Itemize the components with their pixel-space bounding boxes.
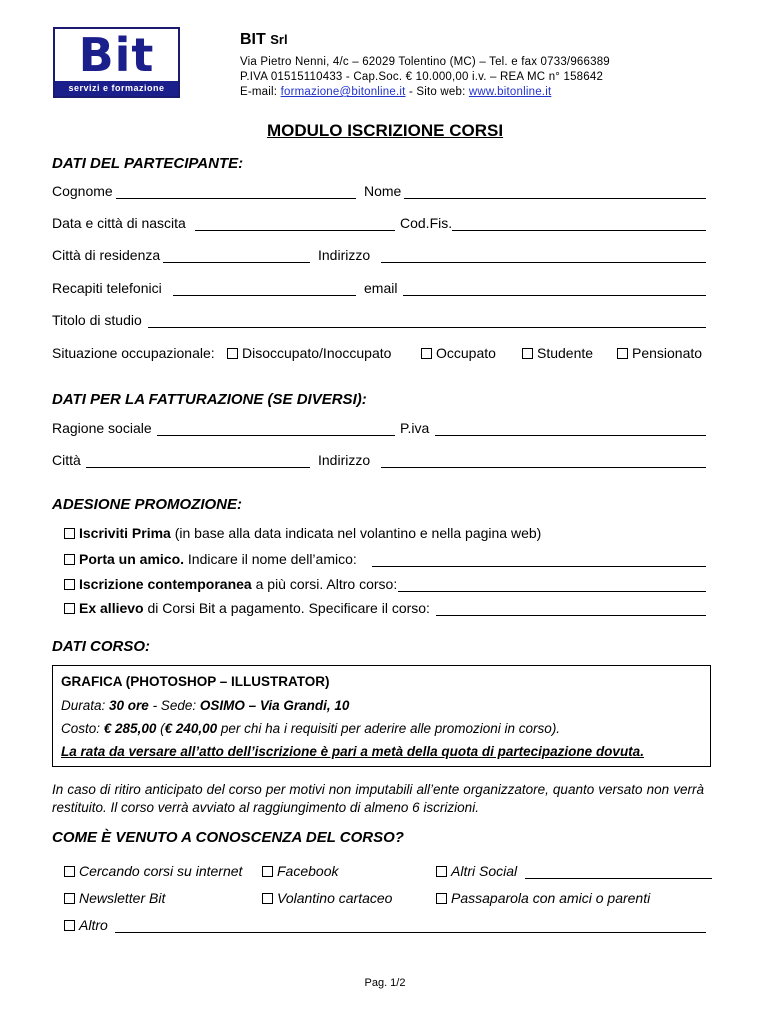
company-name — [240, 31, 288, 49]
source-word-of-mouth[interactable] — [436, 890, 650, 906]
site-label: - Sito web: — [408, 86, 466, 98]
phones-label: Recapiti telefonici — [52, 280, 162, 296]
company-suffix: Srl — [270, 32, 288, 47]
source-other-social[interactable] — [436, 863, 517, 879]
option-label: Newsletter Bit — [79, 890, 166, 906]
promo-desc: (in base alla data indicata nel volantino e nella pagina web) — [170, 525, 542, 541]
former-course-field[interactable] — [436, 615, 706, 616]
billing-city-label: Città — [52, 452, 81, 468]
checkbox-icon[interactable] — [64, 866, 75, 877]
email-link[interactable]: formazione@bitonline.it — [280, 86, 406, 98]
promo-desc: di Corsi Bit a pagamento. Specificare il corso: — [143, 600, 430, 616]
course-cost — [61, 721, 560, 736]
option-label: Altri Social — [451, 863, 518, 879]
name-field[interactable] — [404, 198, 706, 199]
option-label: Volantino cartaceo — [277, 890, 393, 906]
surname-field[interactable] — [116, 198, 356, 199]
withdrawal-note: In caso di ritiro anticipato del corso per motivi non imputabili all’ente organizzatore, quanto versato non verrà restituito. Il corso verrà avviato al raggiungimento di almeno 6 iscrizioni. — [52, 782, 704, 815]
option-label: Cercando corsi su internet — [79, 863, 243, 879]
checkbox-icon[interactable] — [64, 893, 75, 904]
promo-bring-friend[interactable] — [64, 551, 357, 567]
name-label: Nome — [364, 183, 402, 199]
company-contacts — [240, 85, 551, 100]
company-name-label: Ragione sociale — [52, 420, 152, 436]
option-label: Occupato — [436, 345, 496, 361]
billing-address-field[interactable] — [381, 467, 706, 468]
other-source-field[interactable] — [115, 932, 706, 933]
bit-logo — [53, 27, 180, 98]
promo-early-bird[interactable] — [64, 525, 541, 541]
site-label: - Sede: — [148, 698, 200, 713]
option-label: Facebook — [277, 863, 339, 879]
source-facebook[interactable] — [262, 863, 338, 879]
checkbox-icon[interactable] — [262, 893, 273, 904]
promo-title: Iscrizione contemporanea — [79, 576, 252, 592]
promo-desc: a più corsi. Altro corso: — [251, 576, 398, 592]
checkbox-icon[interactable] — [64, 920, 75, 931]
checkbox-icon[interactable] — [522, 348, 533, 359]
course-installment: La rata da versare all’atto dell’iscrizione è pari a metà della quota di partecipazione dovuta. — [61, 744, 644, 759]
checkbox-icon[interactable] — [617, 348, 628, 359]
email-field[interactable] — [403, 295, 706, 296]
checkbox-icon[interactable] — [262, 866, 273, 877]
surname-label: Cognome — [52, 183, 113, 199]
occupation-unemployed[interactable] — [227, 345, 391, 361]
company-name-field[interactable] — [157, 435, 395, 436]
company-address: Via Pietro Nenni, 4/c – 62029 Tolentino (MC) – Tel. e fax 0733/966389 — [240, 56, 610, 68]
checkbox-icon[interactable] — [64, 528, 75, 539]
occupation-label: Situazione occupazionale: — [52, 345, 215, 361]
checkbox-icon[interactable] — [421, 348, 432, 359]
cost-label: Costo: — [61, 721, 104, 736]
source-internet[interactable] — [64, 863, 242, 879]
residence-label: Città di residenza — [52, 247, 161, 263]
promo-former-student[interactable] — [64, 600, 430, 616]
source-flyer[interactable] — [262, 890, 392, 906]
cost-promo-value: € 240,00 — [164, 721, 218, 736]
cost-value: € 285,00 — [103, 721, 157, 736]
email-field-label: email — [364, 280, 398, 296]
promo-desc: Indicare il nome dell’amico: — [184, 551, 357, 567]
promotion-heading: ADESIONE PROMOZIONE: — [52, 496, 243, 513]
company-label: BIT — [240, 31, 266, 48]
phones-field[interactable] — [173, 295, 356, 296]
source-newsletter[interactable] — [64, 890, 165, 906]
address-label: Indirizzo — [318, 247, 371, 263]
billing-vat-field[interactable] — [435, 435, 706, 436]
promo-multiple-courses[interactable] — [64, 576, 397, 592]
option-label: Studente — [537, 345, 594, 361]
occupation-retired[interactable] — [617, 345, 702, 361]
source-other[interactable] — [64, 917, 108, 933]
option-label: Passaparola con amici o parenti — [451, 890, 651, 906]
checkbox-icon[interactable] — [64, 554, 75, 565]
course-heading: DATI CORSO: — [52, 638, 151, 655]
logo-text: Bit — [55, 29, 178, 81]
form-title: MODULO ISCRIZIONE CORSI — [266, 121, 504, 140]
other-social-field[interactable] — [525, 878, 712, 879]
page-number: Pag. 1/2 — [364, 977, 406, 989]
logo-subtitle: servizi e formazione — [68, 83, 165, 93]
cost-promo-text: per chi ha i requisiti per aderire alle promozioni in corso). — [217, 721, 561, 736]
checkbox-icon[interactable] — [436, 866, 447, 877]
promo-title: Porta un amico. — [79, 551, 185, 567]
education-label: Titolo di studio — [52, 312, 142, 328]
option-label: Altro — [79, 917, 108, 933]
education-field[interactable] — [148, 327, 706, 328]
fiscal-code-field[interactable] — [452, 230, 706, 231]
checkbox-icon[interactable] — [64, 603, 75, 614]
occupation-student[interactable] — [522, 345, 593, 361]
occupation-employed[interactable] — [421, 345, 496, 361]
billing-vat-label: P.iva — [400, 420, 430, 436]
promo-title: Ex allievo — [79, 600, 144, 616]
billing-city-field[interactable] — [86, 467, 310, 468]
friend-name-field[interactable] — [372, 566, 706, 567]
course-duration — [61, 698, 349, 713]
checkbox-icon[interactable] — [64, 579, 75, 590]
other-course-field[interactable] — [398, 591, 706, 592]
duration-value: 30 ore — [109, 698, 149, 713]
duration-label: Durata: — [61, 698, 110, 713]
participant-heading: DATI DEL PARTECIPANTE: — [52, 155, 244, 172]
course-box — [52, 665, 711, 767]
website-link[interactable]: www.bitonline.it — [468, 86, 552, 98]
birth-field[interactable] — [195, 230, 395, 231]
residence-field[interactable] — [163, 262, 310, 263]
checkbox-icon[interactable] — [436, 893, 447, 904]
option-label: Pensionato — [632, 345, 703, 361]
fiscal-code-label: Cod.Fis. — [400, 215, 453, 231]
billing-address-label: Indirizzo — [318, 452, 371, 468]
billing-heading: DATI PER LA FATTURAZIONE (SE DIVERSI): — [52, 391, 367, 408]
promo-title: Iscriviti Prima — [79, 525, 171, 541]
option-label: Disoccupato/Inoccupato — [242, 345, 392, 361]
course-name: GRAFICA (PHOTOSHOP – ILLUSTRATOR) — [61, 674, 330, 689]
address-field[interactable] — [381, 262, 706, 263]
birth-label: Data e città di nascita — [52, 215, 186, 231]
email-label: E-mail: — [240, 86, 278, 98]
source-heading: COME È VENUTO A CONOSCENZA DEL CORSO? — [52, 829, 404, 846]
company-vat: P.IVA 01515110433 - Cap.Soc. € 10.000,00 i.v. – REA MC n° 158642 — [240, 71, 604, 83]
site-value: OSIMO – Via Grandi, 10 — [199, 698, 350, 713]
cost-promo-open: ( — [156, 721, 165, 736]
checkbox-icon[interactable] — [227, 348, 238, 359]
